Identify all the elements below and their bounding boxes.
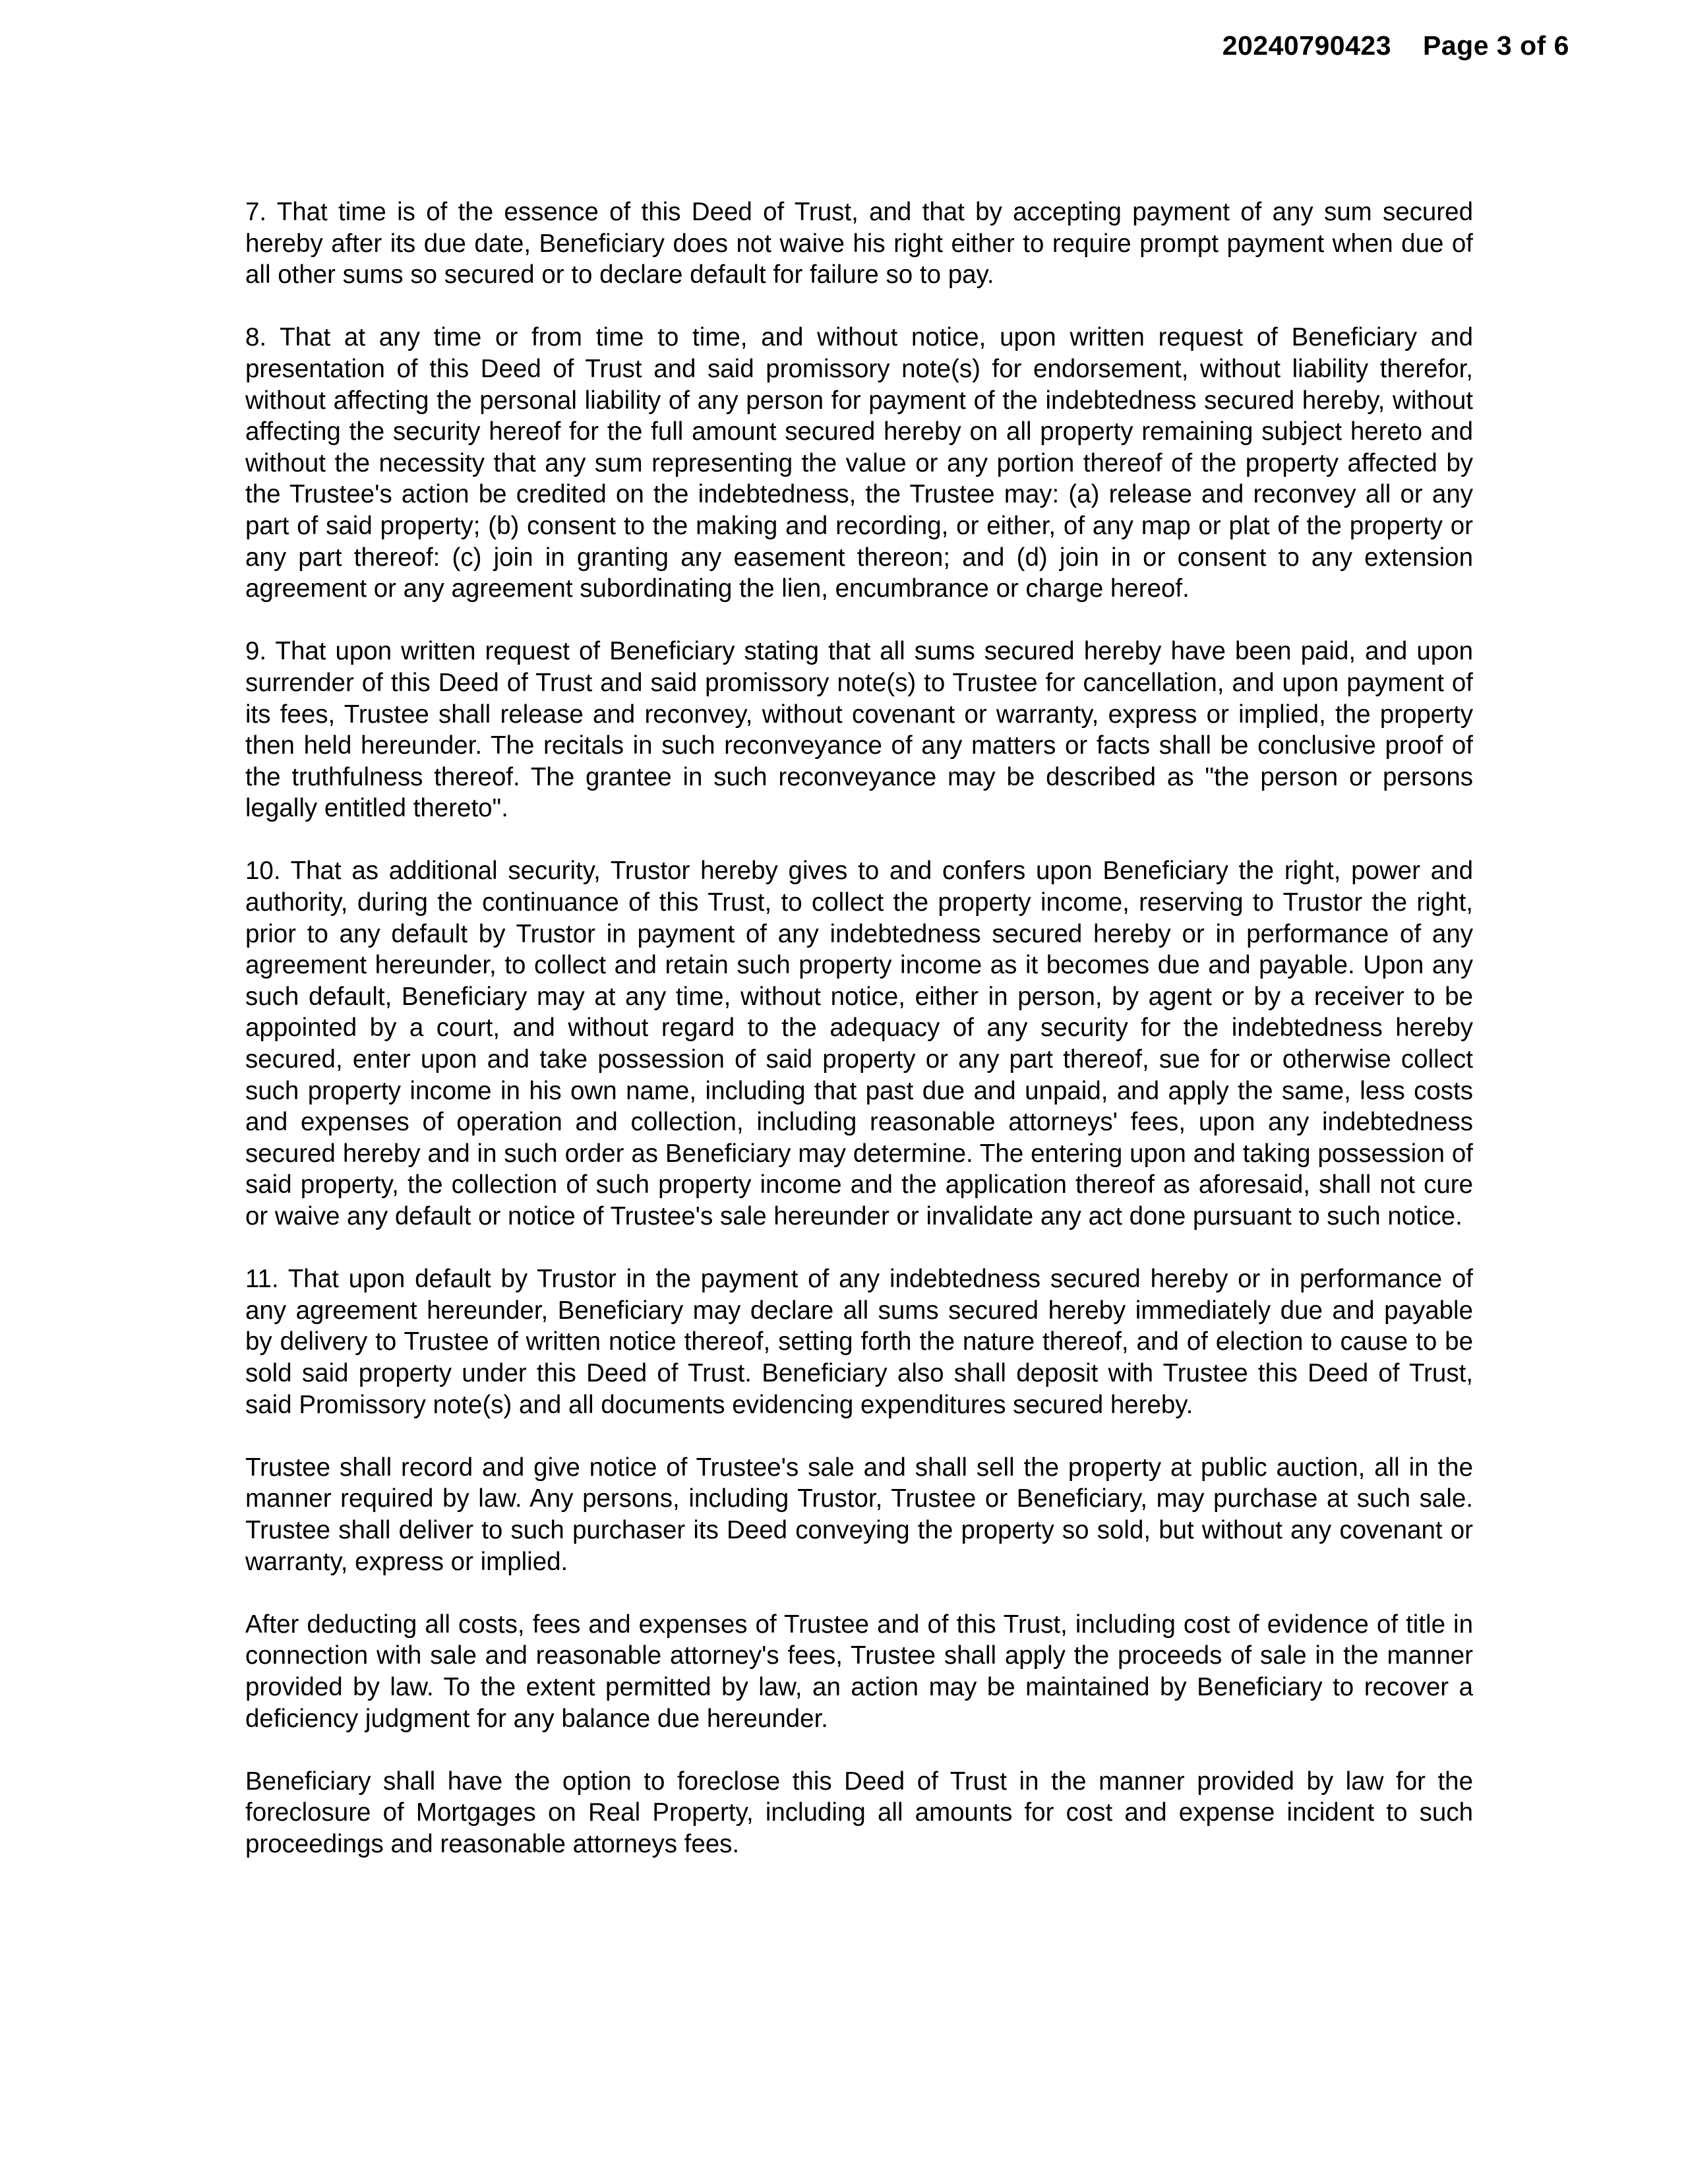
paragraph-10-additional-security: 10. That as additional security, Trustor hereby gives to and confers upon Beneficiary the right, power and authority, during the continuance of this Trust, to collect the property income, reserving to Trustor the right, prior to any default by Trustor in payment of any indebtedness secured hereby or in performance of any agreement hereunder, to collect and retain such property income as it becomes due and payable. Upon any such default, Beneficiary may at any time, without notice, either in person, by agent or by a receiver to be appointed by a court, and without regard to the adequacy of any security for the indebtedness hereby secured, enter upon and take possession of said property or any part thereof, sue for or otherwise collect such property income in his own name, including that past due and unpaid, and apply the same, less costs and expenses of operation and collection, including reasonable attorneys' fees, upon any indebtedness secured hereby and in such order as Beneficiary may determine. The entering upon and taking possession of said property, the collection of such property income and the application thereof as aforesaid, shall not cure or waive any default or notice of Trustee's sale hereunder or invalidate any act done pursuant to such notice. <box>245 857 1473 1230</box>
page-number-label: Page 3 of 6 <box>1423 30 1569 61</box>
paragraph-9-reconveyance: 9. That upon written request of Beneficiary stating that all sums secured hereby have been paid, and upon surrender of this Deed of Trust and said promissory note(s) to Trustee for cancellation, and upon payment of its fees, Trustee shall release and reconvey, without covenant or warranty, express or implied, the property then held hereunder. The recitals in such reconveyance of any matters or facts shall be conclusive proof of the truthfulness thereof. The grantee in such reconveyance may be described as "the person or persons legally entitled thereto". <box>245 637 1473 823</box>
paragraph-proceeds-deficiency: After deducting all costs, fees and expenses of Trustee and of this Trust, including cost of evidence of title in connection with sale and reasonable attorney's fees, Trustee shall apply the proceeds of sale in the manner provided by law. To the extent permitted by law, an action may be maintained by Beneficiary to recover a deficiency judgment for any balance due hereunder. <box>245 1610 1473 1733</box>
document-body <box>245 197 1473 1891</box>
paragraph-7-time-of-essence: 7. That time is of the essence of this Deed of Trust, and that by accepting payment of any sum secured hereby after its due date, Beneficiary does not waive his right either to require prompt payment when due of all other sums so secured or to declare default for failure so to pay. <box>245 198 1473 289</box>
paragraph-trustee-sale: Trustee shall record and give notice of Trustee's sale and shall sell the property at public auction, all in the manner required by law. Any persons, including Trustor, Trustee or Beneficiary, may purchase at such sale. Trustee shall deliver to such purchaser its Deed conveying the property so sold, but without any covenant or warranty, express or implied. <box>245 1453 1473 1576</box>
paragraph-11-default: 11. That upon default by Trustor in the payment of any indebtedness secured hereby or in performance of any agreement hereunder, Beneficiary may declare all sums secured hereby immediately due and payable by delivery to Trustee of written notice thereof, setting forth the nature thereof, and of election to cause to be sold said property under this Deed of Trust. Beneficiary also shall deposit with Trustee this Deed of Trust, said Promissory note(s) and all documents evidencing expenditures secured hereby. <box>245 1265 1473 1419</box>
paragraph-foreclosure-option: Beneficiary shall have the option to foreclose this Deed of Trust in the manner provided by law for the foreclosure of Mortgages on Real Property, including all amounts for cost and expense incident to such proceedings and reasonable attorneys fees. <box>245 1767 1473 1858</box>
page-header <box>1222 30 1569 61</box>
paragraph-8-trustee-actions: 8. That at any time or from time to time, and without notice, upon written request of Beneficiary and presentation of this Deed of Trust and said promissory note(s) for endorsement, without liability therefor, without affecting the personal liability of any person for payment of the indebtedness secured hereby, without affecting the security hereof for the full amount secured hereby on all property remaining subject hereto and without the necessity that any sum representing the value or any portion thereof of the property affected by the Trustee's action be credited on the indebtedness, the Trustee may: (a) release and reconvey all or any part of said property; (b) consent to the making and recording, or either, of any map or plat of the property or any part thereof: (c) join in granting any easement thereon; and (d) join in or consent to any extension agreement or any agreement subordinating the lien, encumbrance or charge hereof. <box>245 323 1473 603</box>
document-number: 20240790423 <box>1222 30 1392 61</box>
